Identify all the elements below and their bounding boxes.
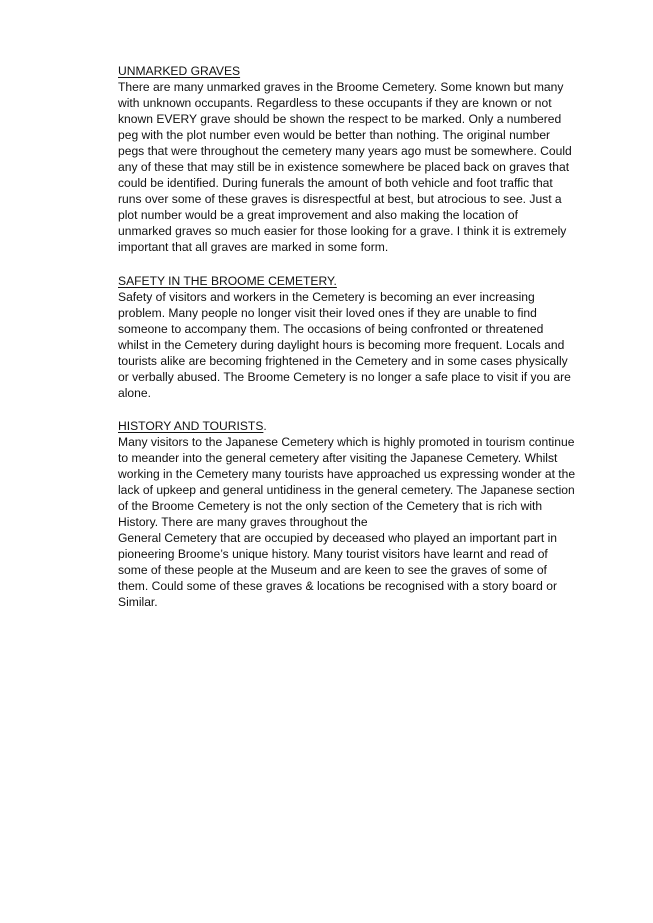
- paragraph-line: peg with the plot number even would be better than nothing. The original number: [118, 128, 551, 143]
- section-unmarked-graves: [118, 63, 588, 256]
- paragraph-line: of the Broome Cemetery is not the only section of the Cemetery that is rich with: [118, 499, 543, 514]
- paragraph-line: runs over some of these graves is disrespectful at best, but atrocious to see. Just a: [118, 192, 562, 207]
- paragraph-line: Similar.: [118, 595, 158, 610]
- paragraph-line: pegs that were throughout the cemetery many years ago must be somewhere. Could: [118, 144, 572, 159]
- paragraph-line: could be identified. During funerals the amount of both vehicle and foot traffic that: [118, 176, 553, 191]
- section-heading: UNMARKED GRAVES: [118, 64, 241, 78]
- paragraph-line: There are many unmarked graves in the Broome Cemetery. Some known but many: [118, 80, 564, 94]
- paragraph-line: lack of upkeep and general untidiness in the general cemetery. The Japanese section: [118, 482, 575, 497]
- paragraph-line: someone to accompany them. The occasions of being confronted or threatened: [118, 321, 544, 336]
- paragraph-line: whilst in the Cemetery during daylight hours is becoming more frequent. Locals and: [118, 337, 565, 352]
- paragraph-line: plot number would be a great improvement and also making the location of: [118, 208, 518, 223]
- paragraph-line: important that all graves are marked in some form.: [118, 240, 389, 255]
- document-page: [118, 63, 588, 627]
- paragraph-line: or verbally abused. The Broome Cemetery is no longer a safe place to visit if you are: [118, 369, 571, 384]
- heading-period: .: [263, 418, 267, 433]
- section-heading-wrap: [118, 418, 588, 434]
- section-safety: [118, 273, 588, 401]
- paragraph-line: alone.: [118, 385, 151, 400]
- paragraph-line: pioneering Broome’s unique history. Many tourist visitors have learnt and read of: [118, 547, 548, 562]
- paragraph-line: General Cemetery that are occupied by deceased who played an important part in: [118, 531, 557, 546]
- paragraph-line: Many visitors to the Japanese Cemetery which is highly promoted in tourism continue: [118, 434, 575, 449]
- paragraph-line: working in the Cemetery many tourists have approached us expressing wonder at the: [118, 466, 576, 481]
- paragraph-line: unmarked graves so much easier for those looking for a grave. I think it is extremely: [118, 224, 567, 239]
- section-heading: SAFETY IN THE BROOME CEMETERY.: [118, 273, 337, 288]
- paragraph-line: any of these that may still be in existence somewhere be placed back on graves that: [118, 160, 570, 175]
- paragraph-line: to meander into the general cemetery after visiting the Japanese Cemetery. Whilst: [118, 450, 558, 465]
- paragraph-line: Safety of visitors and workers in the Cemetery is becoming an ever increasing: [118, 289, 535, 304]
- paragraph-line: tourists alike are becoming frightened in the Cemetery and in some cases physically: [118, 353, 568, 368]
- paragraph-line: some of these people at the Museum and are keen to see the graves of some of: [118, 563, 547, 578]
- paragraph-line: History. There are many graves throughout the: [118, 515, 368, 530]
- section-heading: HISTORY AND TOURISTS: [118, 418, 264, 433]
- paragraph-line: problem. Many people no longer visit their loved ones if they are unable to find: [118, 305, 537, 320]
- paragraph-line: them. Could some of these graves & locations be recognised with a story board or: [118, 579, 557, 594]
- paragraph-line: known EVERY grave should be shown the respect to be marked. Only a numbered: [118, 112, 562, 127]
- paragraph-line: with unknown occupants. Regardless to these occupants if they are known or not: [118, 96, 552, 111]
- section-history-tourists: [118, 418, 588, 611]
